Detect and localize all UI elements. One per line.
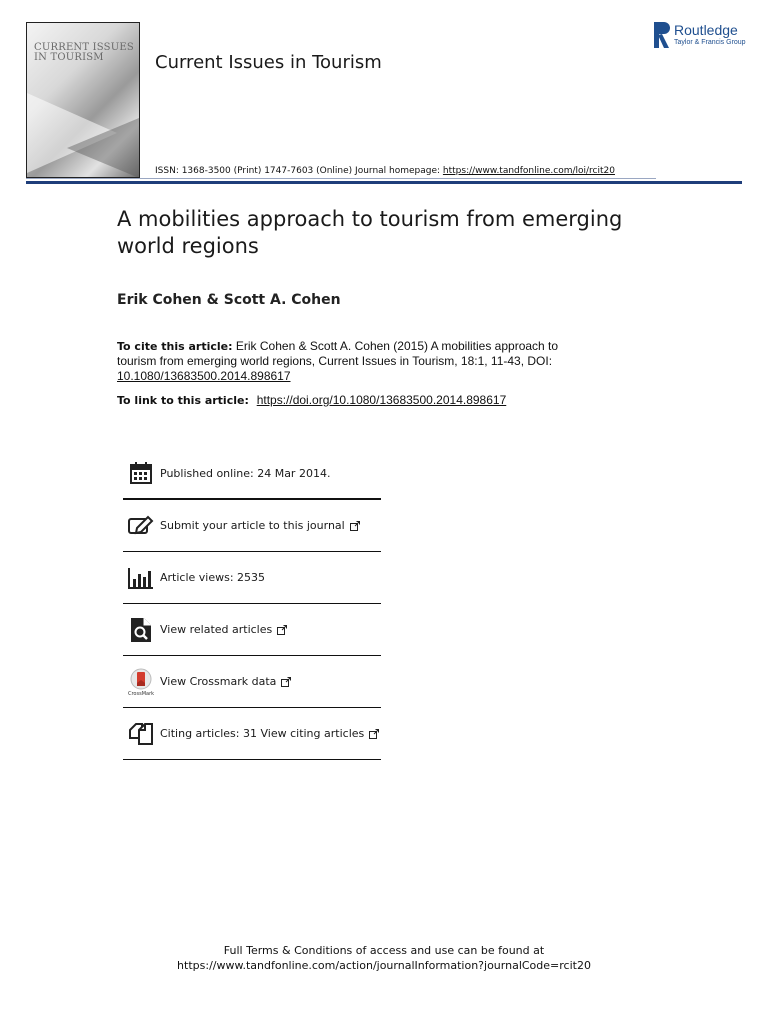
citation-text: Erik Cohen & Scott A. Cohen (2015) A mobilities approach to tourism from emerging world regions, Current Issues in Tourism, 18:1, 11-43, DOI: xyxy=(117,339,559,368)
publisher-logo[interactable] xyxy=(654,22,744,50)
related-articles-row[interactable] xyxy=(123,604,381,656)
citing-articles-row[interactable] xyxy=(123,708,381,760)
calendar-icon xyxy=(127,459,155,487)
external-link-icon xyxy=(369,729,379,739)
article-doi-link[interactable]: https://doi.org/10.1080/13683500.2014.898617 xyxy=(256,393,507,407)
external-link-icon xyxy=(277,625,287,635)
article-link-line xyxy=(117,393,506,407)
document-search-icon xyxy=(127,616,155,644)
external-link-icon xyxy=(350,521,360,531)
publisher-name: Routledge xyxy=(674,22,738,38)
journal-name: Current Issues in Tourism xyxy=(155,52,382,73)
citation-doi-link[interactable]: 10.1080/13683500.2014.898617 xyxy=(117,369,291,383)
article-info-list xyxy=(123,448,381,760)
article-views-row xyxy=(123,552,381,604)
article-link-label: To link to this article: xyxy=(117,394,253,407)
published-date: Published online: 24 Mar 2014. xyxy=(160,466,331,480)
related-articles-link[interactable]: View related articles xyxy=(160,623,273,636)
terms-footer xyxy=(0,943,768,973)
journal-homepage-link[interactable]: https://www.tandfonline.com/loi/rcit20 xyxy=(442,166,615,176)
header-divider xyxy=(26,181,742,184)
terms-text: Full Terms & Conditions of access and use can be found at xyxy=(223,944,545,957)
article-authors: Erik Cohen & Scott A. Cohen xyxy=(117,292,341,308)
crossmark-link[interactable]: View Crossmark data xyxy=(160,675,277,688)
article-views: Article views: 2535 xyxy=(160,571,266,584)
submit-article-row[interactable] xyxy=(123,500,381,552)
terms-url-link[interactable]: https://www.tandfonline.com/action/journalInformation?journalCode=rcit20 xyxy=(177,959,591,972)
publisher-group: Taylor & Francis Group xyxy=(674,39,746,46)
crossmark-icon-label: CrossMark xyxy=(128,690,154,696)
citing-documents-icon xyxy=(127,720,155,748)
citation-label: To cite this article: xyxy=(117,340,233,353)
routledge-r-icon xyxy=(654,22,670,48)
bar-chart-icon xyxy=(127,564,155,592)
submit-article-link[interactable]: Submit your article to this journal xyxy=(160,519,345,532)
crossmark-icon xyxy=(127,668,155,696)
journal-cover-image xyxy=(26,22,140,178)
external-link-icon xyxy=(281,677,291,687)
cover-decoration xyxy=(67,118,139,178)
cover-title: CURRENT ISSUES IN TOURISM xyxy=(34,42,134,63)
issn-text: ISSN: 1368-3500 (Print) 1747-7603 (Online) Journal homepage: xyxy=(155,166,443,176)
crossmark-row[interactable] xyxy=(123,656,381,708)
citation-block xyxy=(117,339,587,384)
article-title: A mobilities approach to tourism from emerging world regions xyxy=(117,207,623,258)
citing-articles-link[interactable]: Citing articles: 31 View citing articles xyxy=(160,727,365,740)
edit-icon xyxy=(127,512,155,540)
published-row xyxy=(123,448,381,500)
issn-line xyxy=(155,166,615,176)
header-divider-thin xyxy=(26,178,656,179)
